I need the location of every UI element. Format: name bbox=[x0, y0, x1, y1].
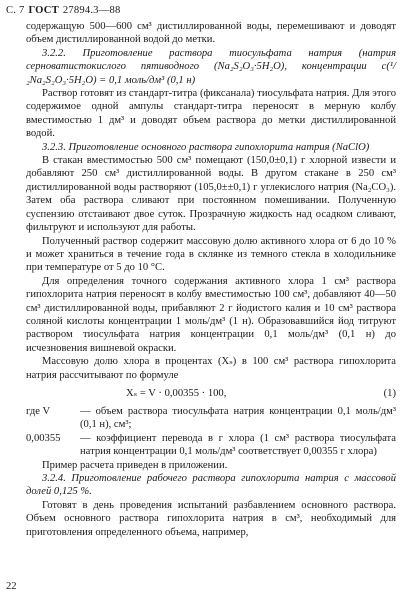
formula-expression: Xₛ = V · 0,00355 · 100, bbox=[126, 387, 227, 399]
definition-label: где V bbox=[26, 405, 51, 417]
page-number: 22 bbox=[6, 581, 17, 592]
page-header bbox=[6, 4, 120, 17]
definition-text: — коэффициент перевода в г хлора (1 см³ раствора тиосульфата натрия концентрации 0,1 моль/дм³ соответствует 0,00355 г хлора) bbox=[80, 432, 396, 458]
definition-label: 0,00355 bbox=[26, 432, 61, 444]
header-standard-number: 27894.3—88 bbox=[62, 5, 121, 16]
paragraph-active-chlorine: Для определения точного содержания активного хлора 1 см³ раствора гипохлорита натрия переносят в колбу вместимостью 100 см³, добавляют 40—50 см³ дистиллированной воды, прибавляют 2 г йодистого калия и 10 см³ раствора соляной кислоты концентрации 1 моль/дм³ (1 н). Образовавшийся йод титруют раствором тиосульфата натрия концентрации 0,1 моль/дм³ (0,1 н) до исчезновения вишневой окраски. bbox=[26, 275, 396, 354]
header-page-ref: С. 7 bbox=[6, 5, 25, 16]
definition-text: — объем раствора тиосульфата натрия концентрации 0,1 моль/дм³ (0,1 н), см³; bbox=[80, 405, 396, 431]
paragraph-mass-fraction: Массовую долю хлора в процентах (Xₛ) в 100 см³ раствора гипохлорита натрия рассчитывают по формуле bbox=[26, 356, 396, 381]
formula-number: (1) bbox=[383, 387, 396, 399]
formula-block bbox=[26, 385, 396, 403]
section-heading-3-2-2: 3.2.2. Приготовление раствора тиосульфата натрия (натрия серноватистокислого пятиводного (Na₂S₂O₃·5H₂O), концентрации c(¹/₂Na₂S₂O₃·5H₂O) = 0,1 моль/дм³ (0,1 н) bbox=[26, 47, 396, 86]
section-heading-3-2-4: 3.2.4. Приготовление рабочего раствора гипохлорита натрия с массовой долей 0,125 %. bbox=[26, 473, 396, 498]
paragraph-thiosulfate-prep: Раствор готовят из стандарт-титра (фиксанала) тиосульфата натрия. Для этого содержимое одной ампулы стандарт-титра переносят в мерную колбу вместимостью 1 дм³ и доводят объем раствора до метки дистиллированной водой. bbox=[26, 88, 396, 140]
paragraph-continuation: содержащую 500—600 см³ дистиллированной воды, перемешивают и доводят объем дистиллированной водой до метки. bbox=[26, 21, 396, 46]
section-heading-3-2-3: 3.2.3. Приготовление основного раствора гипохлорита натрия (NaClO) bbox=[42, 141, 370, 153]
definition-row bbox=[26, 405, 396, 432]
paragraph-storage: Полученный раствор содержит массовую долю активного хлора от 6 до 10 % и может храниться в течение года в склянке из темного стекла в холодильнике при температуре от 5 до 10 °С. bbox=[26, 235, 396, 274]
header-standard: ГОСТ bbox=[28, 5, 59, 16]
paragraph-working-solution: Готовят в день проведения испытаний разбавлением основного раствора. Объем основного раствора гипохлорита натрия в см³, необходимый для приготовления определенного объема, например, bbox=[26, 499, 396, 538]
formula-definitions bbox=[26, 405, 396, 459]
paragraph-hypochlorite-prep: В стакан вместимостью 500 см³ помещают (150,0±0,1) г хлорной извести и добавляют 250 см³ дистиллированной воды. В другом стакане в 250 см³ дистиллированной воды растворяют (105,0±±0,1) г углекислого натрия (Na₂CO₃). Затем оба раствора сливают при постоянном помешивании. Полученную суспензию отстаивают двое суток. Прозрачную жидкость над осадком сливают, фильтруют и используют для работы. bbox=[26, 155, 396, 234]
document-body bbox=[26, 20, 396, 539]
paragraph-example-ref: Пример расчета приведен в приложении. bbox=[42, 459, 228, 471]
definition-row bbox=[26, 432, 396, 459]
